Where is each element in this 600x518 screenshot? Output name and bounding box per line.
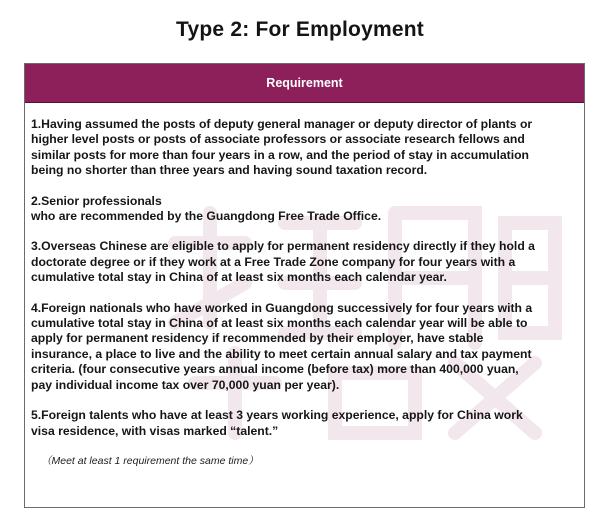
requirement-line: insurance, a place to live and the ability to meet certain annual salary and tax payment — [31, 346, 532, 361]
requirement-line: higher level posts or posts of associate professors or associate research fellows and — [31, 132, 525, 147]
requirement-item-5 — [31, 408, 574, 439]
requirement-item-1 — [31, 117, 574, 179]
page-title: Type 2: For Employment — [176, 18, 424, 41]
requirement-line: visa residence, with visas marked “talent.” — [31, 423, 279, 438]
requirement-item-4 — [31, 301, 574, 393]
requirement-line: being no shorter than three years and having sound taxation record. — [31, 163, 428, 178]
requirement-item-2 — [31, 194, 574, 225]
requirement-item-3 — [31, 239, 574, 285]
requirement-line: apply for permanent residency if recommended by their employer, have stable — [31, 331, 484, 346]
requirement-line: who are recommended by the Guangdong Free Trade Office. — [31, 209, 382, 224]
requirement-line: similar posts for more than four years in a row, and the period of stay in accumulation — [31, 147, 529, 162]
requirement-line: 5.Foreign talents who have at least 3 years working experience, apply for China work — [31, 408, 523, 423]
requirement-line: cumulative total stay in China of at least six months each calendar year. — [31, 270, 447, 285]
requirement-line: 2.Senior professionals — [31, 193, 162, 208]
requirement-line: criteria. (four consecutive years annual income (before tax) more than 400,000 yuan, — [31, 362, 519, 377]
requirement-line: 3.Overseas Chinese are eligible to apply for permanent residency directly if they hold a — [31, 239, 535, 254]
requirement-note: （Meet at least 1 requirement the same time） — [41, 454, 259, 467]
requirement-table — [24, 63, 585, 508]
requirement-body — [25, 103, 584, 468]
requirement-line: 1.Having assumed the posts of deputy general manager or deputy director of plants or — [31, 117, 533, 131]
requirement-line: pay individual income tax over 70,000 yuan per year). — [31, 377, 340, 392]
requirement-line: cumulative total stay in China of at least six months each calendar year will be able to — [31, 316, 528, 331]
requirement-line: 4.Foreign nationals who have worked in Guangdong successively for four years with a — [31, 300, 533, 315]
requirement-line: doctorate degree or if they work at a Free Trade Zone company for four years with a — [31, 254, 516, 269]
requirement-header: Requirement — [25, 64, 584, 103]
